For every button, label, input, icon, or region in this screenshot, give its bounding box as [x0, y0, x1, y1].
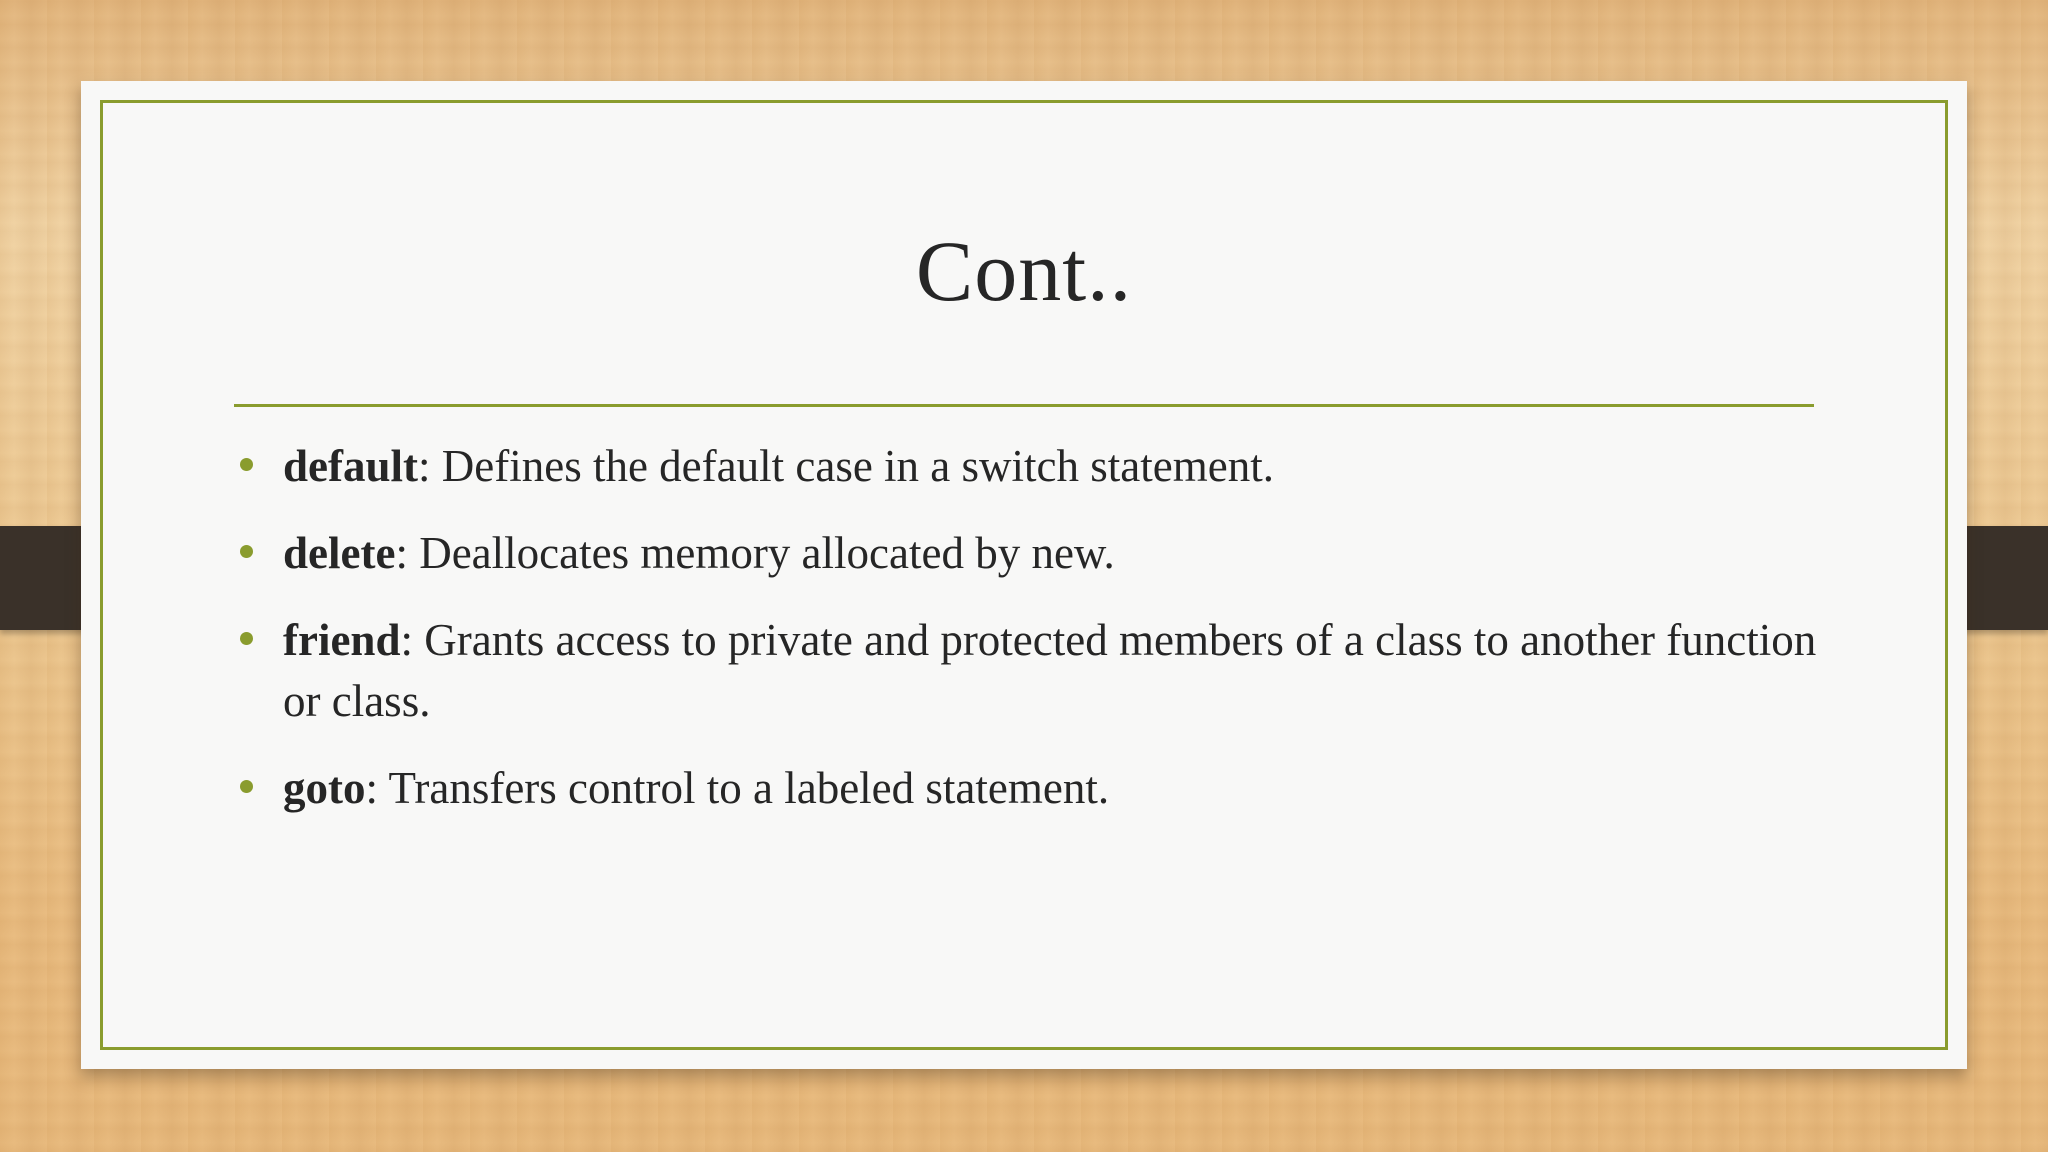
bullet-keyword: default — [283, 441, 418, 491]
bullet-dot-icon — [240, 632, 253, 645]
slide-title: Cont.. — [915, 223, 1133, 319]
bullet-item-friend — [234, 610, 1824, 732]
bullet-dot-icon — [240, 458, 253, 471]
bullet-dot-icon — [240, 780, 253, 793]
bullet-separator: : — [395, 528, 420, 578]
bullet-description: Grants access to private and protected members of a class to another function or class. — [283, 615, 1817, 726]
bullet-item-default — [234, 436, 1824, 497]
bullet-description: Deallocates memory allocated by new. — [419, 528, 1115, 578]
bullet-item-goto — [234, 758, 1824, 819]
bullet-list — [234, 436, 1824, 845]
bullet-keyword: delete — [283, 528, 396, 578]
title-divider — [234, 404, 1814, 407]
bullet-description: Transfers control to a labeled statement. — [388, 763, 1110, 813]
bullet-item-delete — [234, 523, 1824, 584]
bullet-dot-icon — [240, 545, 253, 558]
bullet-keyword: friend — [283, 615, 401, 665]
slide — [81, 81, 1967, 1069]
bullet-separator: : — [365, 763, 389, 813]
bullet-keyword: goto — [283, 763, 366, 813]
bullet-separator: : — [418, 441, 442, 491]
bullet-description: Defines the default case in a switch statement. — [441, 441, 1274, 491]
bullet-separator: : — [400, 615, 425, 665]
